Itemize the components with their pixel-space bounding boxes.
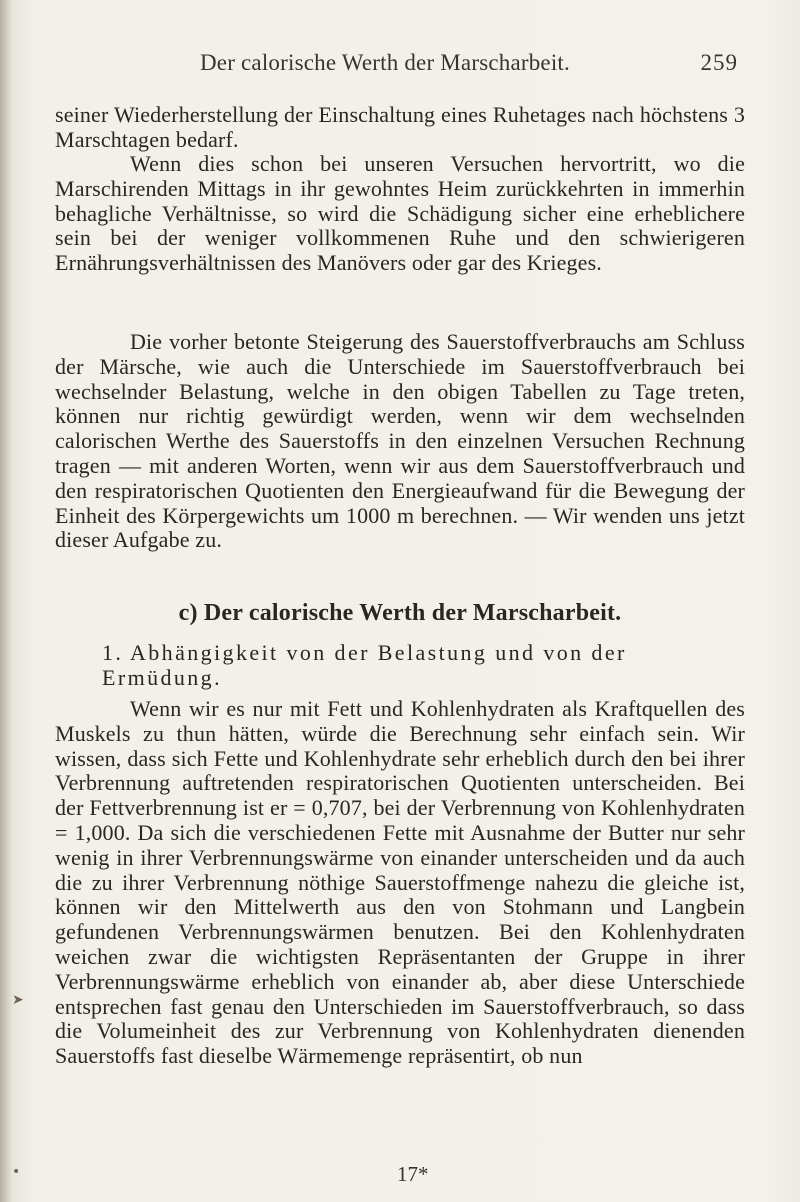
paragraph-continuation: seiner Wiederherstellung der Einschaltung eines Ruhetages nach höchstens 3 Marschtagen bedarf. xyxy=(55,102,745,152)
paragraph-kraftquellen: Wenn wir es nur mit Fett und Kohlenhydraten als Kraftquellen des Muskels zu thun hätten, würde die Berechnung sehr einfach sein. Wir wissen, dass sich Fette und Kohlenhydrate sehr erheblich durch den bei ihrer Verbrennung auftretenden respiratorischen Quotienten unterscheiden. Bei der Fettverbrennung ist er = 0,707, bei der Verbrennung von Kohlenhydraten = 1,000. Da sich die verschiedenen Fette mit Ausnahme der Butter nur sehr wenig in ihrer Verbrennungswärme von einander unterscheiden und da auch die zu ihrer Verbrennung nöthige Sauerstoffmenge nahezu die gleiche ist, können wir den Mittelwerth aus den von Stohmann und Langbein gefundenen Verbrennungswärmen benutzen. Bei den Kohlenhydraten weichen zwar die wichtigsten Repräsentanten der Gruppe in ihrer Verbrennungswärme erheblich von einander ab, aber diese Unterschiede entsprechen fast genau den Unterschieden im Sauerstoffverbrauch, so dass die Volumeinheit des zur Verbrennung von Kohlenhydraten dienenden Sauerstoffs fast dieselbe Wärmemenge repräsentirt, ob nun xyxy=(55,696,745,1069)
page-number: 259 xyxy=(700,50,738,75)
paragraph-sauerstoffverbrauch: Die vorher betonte Steigerung des Sauerstoffverbrauchs am Schluss der Märsche, wie auch die Unterschiede im Sauerstoffverbrauch bei wechselnder Belastung, welche in den obigen Tabellen zu Tage treten, können nur richtig gewürdigt werden, wenn wir dem wechselnden calorischen Werthe des Sauerstoffs in den einzelnen Versuchen Rechnung tragen — mit anderen Worten, wenn wir aus dem Sauerstoffverbrauch und den respiratorischen Quotienten den Energieaufwand für die Bewegung der Einheit des Körpergewichts um 1000 m berechnen. — Wir wenden uns jetzt dieser Aufgabe zu. xyxy=(55,329,745,553)
section-heading: c) Der calorische Werth der Marscharbeit. xyxy=(178,600,622,626)
margin-mark-arrow-icon: ➤ xyxy=(12,992,24,1008)
page-header xyxy=(128,50,738,80)
paragraph-hervortritt: Wenn dies schon bei unseren Versuchen hervortritt, wo die Marschirenden Mittags in ihr gewohntes Heim zurückkehrten in immerhin behagliche Verhältnisse, so wird die Schädigung sicher eine erheblichere sein bei der weniger vollkommenen Ruhe und den schwierigeren Ernährungsverhältnissen des Manövers oder gar des Krieges. xyxy=(55,151,745,276)
running-title: Der calorische Werth der Marscharbeit. xyxy=(200,50,570,75)
page-gutter-shadow xyxy=(0,0,12,1202)
printer-signature: 17* xyxy=(397,1162,429,1186)
margin-mark-bullet-icon: • xyxy=(12,1164,21,1180)
subsection-heading: 1. Abhängigkeit von der Belastung und von der Ermüdung. xyxy=(102,640,627,690)
